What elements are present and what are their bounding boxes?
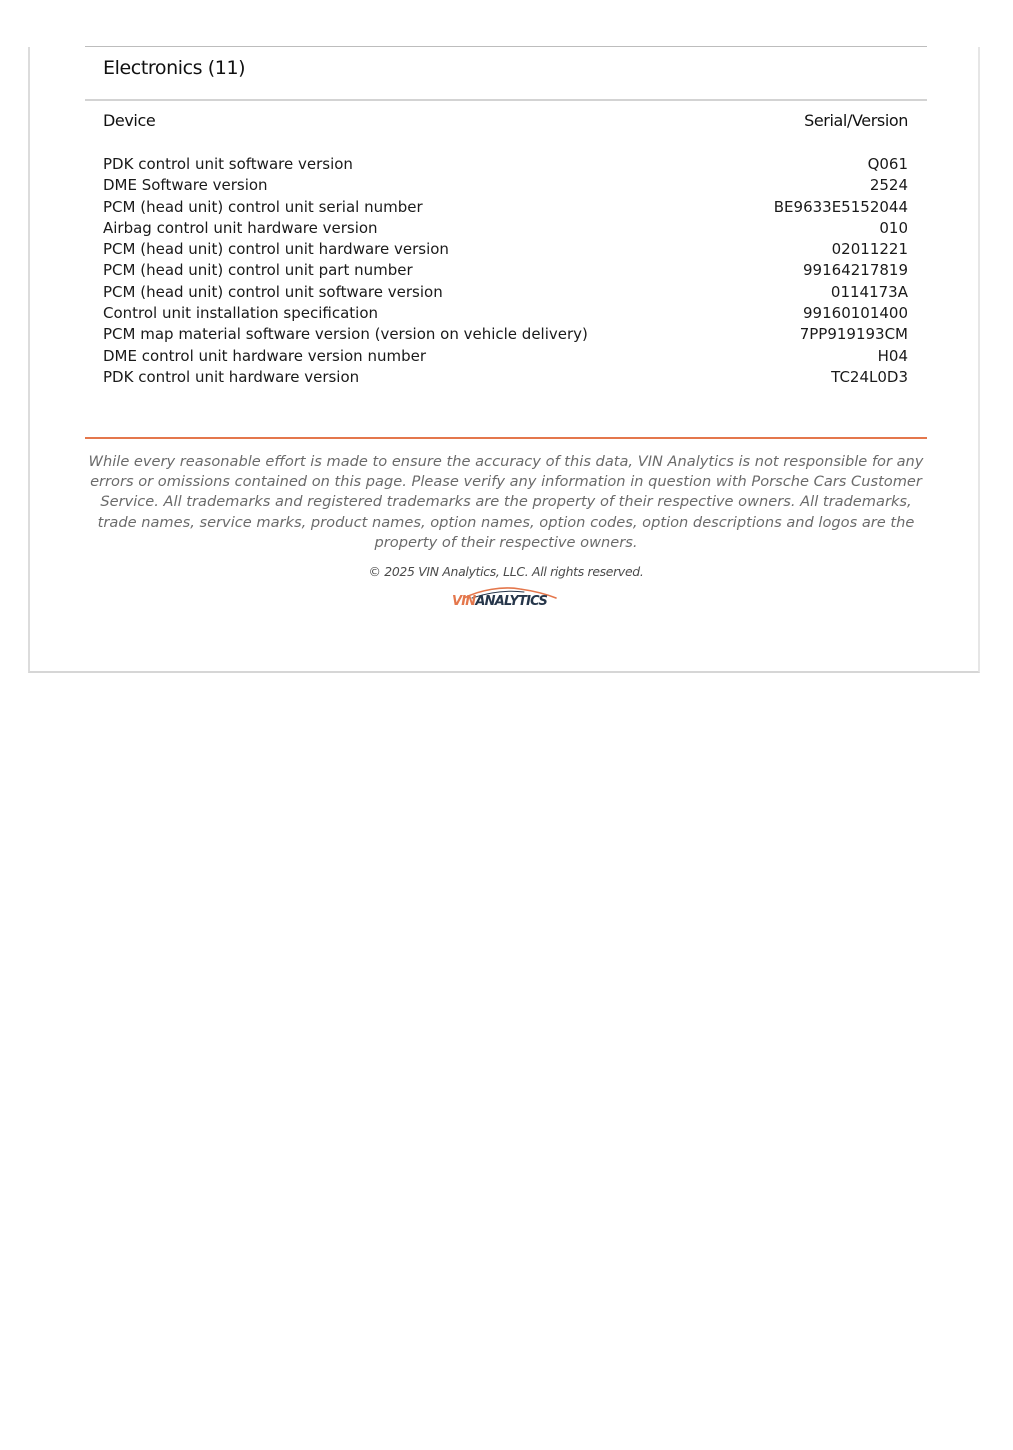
device-name: DME Software version [103, 176, 268, 195]
top-divider [85, 46, 927, 47]
header-divider [85, 99, 927, 101]
footer-divider [85, 437, 927, 439]
electronics-table [103, 110, 908, 388]
device-name: PDK control unit software version [103, 155, 353, 173]
device-name: Airbag control unit hardware version [103, 218, 378, 237]
table-row [103, 324, 908, 345]
table-row [103, 154, 908, 175]
table-body [103, 154, 908, 388]
device-name: PDK control unit hardware version [103, 367, 360, 386]
table-row [103, 197, 908, 218]
table-row [103, 367, 908, 388]
table-header [103, 110, 908, 132]
table-row [103, 218, 908, 239]
device-name: DME control unit hardware version number [103, 346, 426, 365]
table-row [103, 346, 908, 367]
table-row [103, 175, 908, 196]
device-value: H04 [877, 346, 908, 365]
device-value: 0114173A [830, 282, 908, 301]
logo-wordmark [452, 594, 547, 610]
vin-analytics-logo [450, 586, 562, 614]
device-value: 7PP919193CM [799, 325, 908, 344]
device-name: PCM (head unit) control unit hardware version [103, 240, 449, 259]
copyright-text: © 2025 VIN Analytics, LLC. All rights reserved. [368, 564, 644, 579]
device-name: PCM (head unit) control unit part number [103, 261, 413, 280]
device-value: 99164217819 [803, 261, 908, 280]
device-value: BE9633E5152044 [773, 197, 908, 216]
column-header-serial: Serial/Version [804, 111, 908, 130]
column-header-device: Device [103, 111, 156, 130]
disclaimer-text: While every reasonable effort is made to ensure the accuracy of this data, VIN Analytics is not responsible for any errors or omissions contained on this page. Please verify any information in question with Porsche Cars Customer Service. All trademarks and registered trademarks are the property of their respective owners. All trademarks, trade names, service marks, product names, option names, option codes, option descriptions and logos are the property of their respective owners. [88, 453, 924, 551]
device-value: 99160101400 [803, 304, 908, 323]
table-row [103, 303, 908, 324]
device-name: Control unit installation specification [103, 304, 379, 323]
device-name: PCM (head unit) control unit serial number [103, 197, 423, 216]
device-value: 02011221 [831, 240, 908, 259]
logo-part-analytics: ANALYTICS [475, 594, 548, 609]
device-value: TC24L0D3 [831, 367, 908, 386]
logo-part-vin: VIN [452, 594, 476, 609]
device-value: 010 [879, 218, 908, 237]
table-row [103, 260, 908, 281]
device-name: PCM (head unit) control unit software version [103, 282, 443, 301]
device-value: 2524 [869, 176, 908, 195]
table-row [103, 239, 908, 260]
device-value: Q061 [867, 155, 908, 173]
table-row [103, 282, 908, 303]
section-title: Electronics (11) [103, 57, 246, 79]
device-name: PCM map material software version (version on vehicle delivery) [103, 325, 588, 344]
